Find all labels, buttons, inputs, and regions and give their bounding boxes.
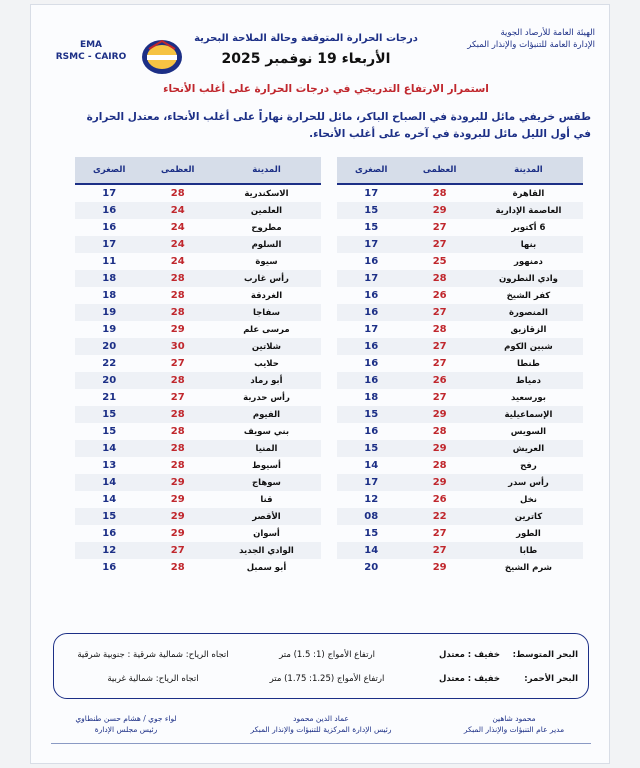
city-cell: كاترين — [474, 508, 583, 525]
sea-condition: خفيف : معتدل — [439, 650, 500, 660]
min-temp-cell: 17 — [364, 188, 379, 199]
table-row — [75, 474, 321, 491]
city-cell: السويس — [510, 426, 547, 437]
temperature-table-left — [75, 157, 321, 576]
max-temp-cell: 27 — [143, 542, 211, 559]
min-temp-cell: 15 — [337, 440, 405, 457]
org-name-line1: الهيئة العامة للأرصاد الجوية — [500, 28, 595, 38]
table-row — [337, 423, 583, 440]
signature-central-director — [236, 713, 406, 735]
table-row — [75, 457, 321, 474]
table-row — [337, 321, 583, 338]
city-cell: قنا — [260, 494, 273, 505]
city-cell: العاصمة الإدارية — [474, 202, 583, 219]
report-date: الأربعاء 19 نوفمبر 2025 — [221, 51, 391, 67]
table-row — [337, 440, 583, 457]
table-row — [337, 372, 583, 389]
min-temp-cell: 16 — [102, 528, 117, 539]
city-cell: الطور — [516, 528, 541, 539]
table-header-row — [75, 157, 321, 184]
city-cell: رأس غارب — [212, 270, 321, 287]
table-row — [75, 440, 321, 457]
table-row — [75, 372, 321, 389]
city-cell: نخل — [519, 494, 537, 505]
signature-name: عماد الدين محمود — [293, 714, 349, 723]
table-row — [75, 355, 321, 372]
min-temp-cell: 20 — [75, 338, 143, 355]
city-cell: 6 أكتوبر — [511, 222, 546, 233]
city-cell: كفر الشيخ — [506, 290, 551, 301]
min-temp-cell: 16 — [337, 338, 405, 355]
max-temp-cell: 28 — [170, 188, 185, 199]
min-temp-cell: 12 — [364, 494, 379, 505]
temperature-table-right — [337, 157, 583, 576]
signature-name: محمود شاهين — [492, 714, 536, 723]
city-cell: سوهاج — [212, 474, 321, 491]
city-cell: بنها — [474, 236, 583, 253]
table-row — [337, 542, 583, 559]
min-temp-cell: 14 — [75, 474, 143, 491]
table-row — [337, 304, 583, 321]
min-temp-cell: 12 — [75, 542, 143, 559]
max-temp-cell: 29 — [143, 474, 211, 491]
table-row — [337, 270, 583, 287]
table-row — [337, 474, 583, 491]
city-cell: العريش — [474, 440, 583, 457]
min-temp-cell: 19 — [75, 304, 143, 321]
min-temp-cell: 16 — [364, 426, 379, 437]
min-temp-cell: 20 — [364, 562, 379, 573]
city-cell: المنصورة — [474, 304, 583, 321]
signature-name: لواء جوي / هشام حسن طنطاوي — [75, 714, 177, 723]
min-temp-cell: 21 — [102, 392, 117, 403]
table-row — [337, 389, 583, 406]
max-temp-cell: 29 — [432, 562, 447, 573]
city-cell: الزقازيق — [510, 324, 547, 335]
max-temp-cell: 29 — [143, 508, 211, 525]
max-temp-cell: 28 — [170, 460, 185, 471]
max-temp-cell: 27 — [405, 542, 473, 559]
max-temp-cell: 28 — [432, 188, 447, 199]
min-temp-cell: 17 — [364, 324, 379, 335]
org-abbrev: EMA — [79, 40, 103, 50]
city-cell: الاسكندرية — [244, 188, 289, 199]
weather-summary — [51, 109, 591, 143]
max-temp-cell: 27 — [170, 358, 185, 369]
max-temp-cell: 30 — [143, 338, 211, 355]
min-temp-cell: 08 — [337, 508, 405, 525]
min-temp-cell: 15 — [364, 528, 379, 539]
max-temp-cell: 27 — [432, 392, 447, 403]
min-temp-cell: 14 — [337, 542, 405, 559]
min-temp-cell: 16 — [364, 256, 379, 267]
table-row — [337, 491, 583, 508]
max-temp-cell: 27 — [170, 392, 185, 403]
summary-line1: طقس خريفي مائل للبرودة في الصباح الباكر، مائل للحرارة نهاراً على أغلب الأنحاء، معتدل الحرارة — [86, 111, 591, 123]
city-cell: بني سويف — [243, 426, 290, 437]
table-row — [337, 202, 583, 219]
column-city: المدينة — [474, 157, 583, 184]
table-row — [75, 219, 321, 236]
city-cell: الغردقة — [250, 290, 283, 301]
max-temp-cell: 24 — [143, 236, 211, 253]
city-cell: بورسعيد — [510, 392, 546, 403]
wind-direction: اتجاه الرياح: شمالية شرقية : جنوبية شرقية — [77, 650, 229, 660]
table-row — [337, 559, 583, 576]
table-row — [337, 184, 583, 202]
table-row — [337, 338, 583, 355]
city-cell: الإسماعيلية — [474, 406, 583, 423]
max-temp-cell: 24 — [170, 222, 185, 233]
city-cell: القاهرة — [512, 188, 545, 199]
min-temp-cell: 22 — [102, 358, 117, 369]
wave-height: ارتفاع الأمواج (1.25: 1.75) متر — [269, 674, 385, 684]
summary-line2: في أول الليل مائل للبرودة في آخره على أغلب الأنحاء. — [309, 128, 591, 140]
city-cell: أسيوط — [252, 460, 281, 471]
city-cell: مطروح — [251, 222, 282, 233]
table-row — [75, 287, 321, 304]
headline: استمرار الارتفاع التدريجي في درجات الحرارة على أغلب الأنحاء — [163, 83, 489, 95]
city-cell: وادي النطرون — [474, 270, 583, 287]
city-cell: شبين الكوم — [474, 338, 583, 355]
city-cell: شرم الشيخ — [504, 562, 553, 573]
max-temp-cell: 27 — [432, 358, 447, 369]
table-row — [337, 287, 583, 304]
forecast-sheet — [30, 4, 610, 764]
max-temp-cell: 27 — [405, 236, 473, 253]
table-row — [75, 423, 321, 440]
max-temp-cell: 29 — [170, 494, 185, 505]
min-temp-cell: 18 — [102, 290, 117, 301]
city-cell: شلاتين — [212, 338, 321, 355]
max-temp-cell: 22 — [405, 508, 473, 525]
sea-name: البحر الأحمر: — [524, 674, 578, 684]
min-temp-cell: 15 — [364, 222, 379, 233]
min-temp-cell: 17 — [337, 270, 405, 287]
min-temp-cell: 17 — [75, 236, 143, 253]
table-header-row — [337, 157, 583, 184]
city-cell: رفح — [520, 460, 537, 471]
table-row — [75, 321, 321, 338]
city-cell: رأس حدربة — [243, 392, 290, 403]
table-row — [75, 338, 321, 355]
min-temp-cell: 14 — [75, 440, 143, 457]
org-center: RSMC - CAIRO — [55, 52, 127, 62]
city-cell: أبو رماد — [212, 372, 321, 389]
sea-name: البحر المتوسط: — [512, 650, 578, 660]
report-title: درجات الحرارة المتوقعة وحالة الملاحة البحرية — [194, 33, 418, 44]
city-cell: حلايب — [254, 358, 279, 369]
max-temp-cell: 28 — [143, 440, 211, 457]
max-temp-cell: 29 — [405, 202, 473, 219]
ema-logo-icon — [139, 35, 185, 77]
table-row — [337, 457, 583, 474]
city-cell: الوادي الجديد — [212, 542, 321, 559]
signature-chairman — [41, 713, 211, 735]
column-min: الصغرى — [75, 157, 143, 184]
table-row — [337, 508, 583, 525]
min-temp-cell: 11 — [102, 256, 117, 267]
city-cell: الأقصر — [212, 508, 321, 525]
max-temp-cell: 29 — [170, 528, 185, 539]
organization-header-ar — [430, 27, 595, 51]
city-cell: أبو سمبل — [246, 562, 287, 573]
min-temp-cell: 19 — [102, 324, 117, 335]
org-name-line2: الإدارة العامة للتنبؤات والإنذار المبكر — [467, 40, 595, 50]
min-temp-cell: 16 — [337, 372, 405, 389]
min-temp-cell: 18 — [364, 392, 379, 403]
min-temp-cell: 16 — [75, 202, 143, 219]
table-row — [75, 491, 321, 508]
min-temp-cell: 15 — [75, 406, 143, 423]
table-row — [75, 253, 321, 270]
max-temp-cell: 27 — [432, 528, 447, 539]
column-min: الصغرى — [337, 157, 405, 184]
min-temp-cell: 18 — [75, 270, 143, 287]
min-temp-cell: 16 — [102, 222, 117, 233]
max-temp-cell: 26 — [405, 372, 473, 389]
max-temp-cell: 28 — [170, 290, 185, 301]
min-temp-cell: 15 — [75, 508, 143, 525]
city-cell: سفاجا — [212, 304, 321, 321]
max-temp-cell: 24 — [143, 202, 211, 219]
signature-director — [429, 713, 599, 735]
organization-header-en — [51, 39, 131, 63]
table-row — [75, 406, 321, 423]
city-cell: دمياط — [474, 372, 583, 389]
city-cell: العلمين — [212, 202, 321, 219]
sea-navigation-box — [53, 633, 589, 699]
min-temp-cell: 16 — [337, 304, 405, 321]
max-temp-cell: 27 — [432, 222, 447, 233]
table-row — [75, 304, 321, 321]
wave-height: ارتفاع الأمواج (1: 1.5) متر — [279, 650, 375, 660]
min-temp-cell: 15 — [337, 202, 405, 219]
table-row — [337, 236, 583, 253]
table-row — [75, 236, 321, 253]
max-temp-cell: 28 — [143, 406, 211, 423]
max-temp-cell: 28 — [143, 270, 211, 287]
min-temp-cell: 20 — [75, 372, 143, 389]
table-row — [337, 253, 583, 270]
max-temp-cell: 25 — [432, 256, 447, 267]
max-temp-cell: 29 — [170, 324, 185, 335]
max-temp-cell: 24 — [170, 256, 185, 267]
column-max: العظمى — [405, 157, 473, 184]
footer-divider — [51, 743, 591, 758]
signature-title: رئيس الإدارة المركزية للتنبؤات والإنذار المبكر — [250, 725, 392, 734]
table-row — [75, 508, 321, 525]
city-cell: طابا — [474, 542, 583, 559]
max-temp-cell: 28 — [143, 304, 211, 321]
max-temp-cell: 27 — [405, 338, 473, 355]
sea-row-red-sea — [64, 670, 578, 688]
city-cell: سيوة — [255, 256, 278, 267]
min-temp-cell: 13 — [102, 460, 117, 471]
max-temp-cell: 28 — [405, 270, 473, 287]
city-cell: دمنهور — [513, 256, 543, 267]
max-temp-cell: 26 — [432, 290, 447, 301]
min-temp-cell: 15 — [102, 426, 117, 437]
table-row — [75, 184, 321, 202]
city-cell: أسوان — [253, 528, 280, 539]
city-cell: طنطا — [516, 358, 540, 369]
city-cell: رأس سدر — [474, 474, 583, 491]
max-temp-cell: 28 — [432, 460, 447, 471]
sea-condition: خفيف : معتدل — [439, 674, 500, 684]
max-temp-cell: 28 — [170, 426, 185, 437]
min-temp-cell: 14 — [364, 460, 379, 471]
table-row — [75, 202, 321, 219]
min-temp-cell: 14 — [102, 494, 117, 505]
table-row — [337, 219, 583, 236]
table-row — [75, 389, 321, 406]
min-temp-cell: 16 — [102, 562, 117, 573]
min-temp-cell: 15 — [337, 406, 405, 423]
table-row — [75, 270, 321, 287]
table-row — [337, 525, 583, 542]
signature-title: مدير عام التنبؤات والإنذار المبكر — [463, 725, 565, 734]
table-row — [337, 355, 583, 372]
table-row — [75, 542, 321, 559]
max-temp-cell: 28 — [170, 562, 185, 573]
min-temp-cell: 17 — [337, 236, 405, 253]
max-temp-cell: 26 — [432, 494, 447, 505]
max-temp-cell: 28 — [432, 426, 447, 437]
table-row — [75, 525, 321, 542]
max-temp-cell: 28 — [143, 372, 211, 389]
column-city: المدينة — [212, 157, 321, 184]
table-row — [337, 406, 583, 423]
min-temp-cell: 16 — [364, 290, 379, 301]
city-cell: مرسى علم — [243, 324, 290, 335]
min-temp-cell: 16 — [364, 358, 379, 369]
max-temp-cell: 29 — [405, 440, 473, 457]
min-temp-cell: 17 — [337, 474, 405, 491]
sea-row-mediterranean — [64, 646, 578, 664]
signature-title: رئيس مجلس الإدارة — [94, 725, 158, 734]
wind-direction: اتجاه الرياح: شمالية غربية — [107, 674, 199, 684]
column-max: العظمى — [143, 157, 211, 184]
city-cell: الفيوم — [212, 406, 321, 423]
max-temp-cell: 28 — [432, 324, 447, 335]
city-cell: المنيا — [212, 440, 321, 457]
table-row — [75, 559, 321, 576]
min-temp-cell: 17 — [102, 188, 117, 199]
max-temp-cell: 29 — [405, 406, 473, 423]
city-cell: السلوم — [212, 236, 321, 253]
max-temp-cell: 27 — [405, 304, 473, 321]
max-temp-cell: 29 — [405, 474, 473, 491]
